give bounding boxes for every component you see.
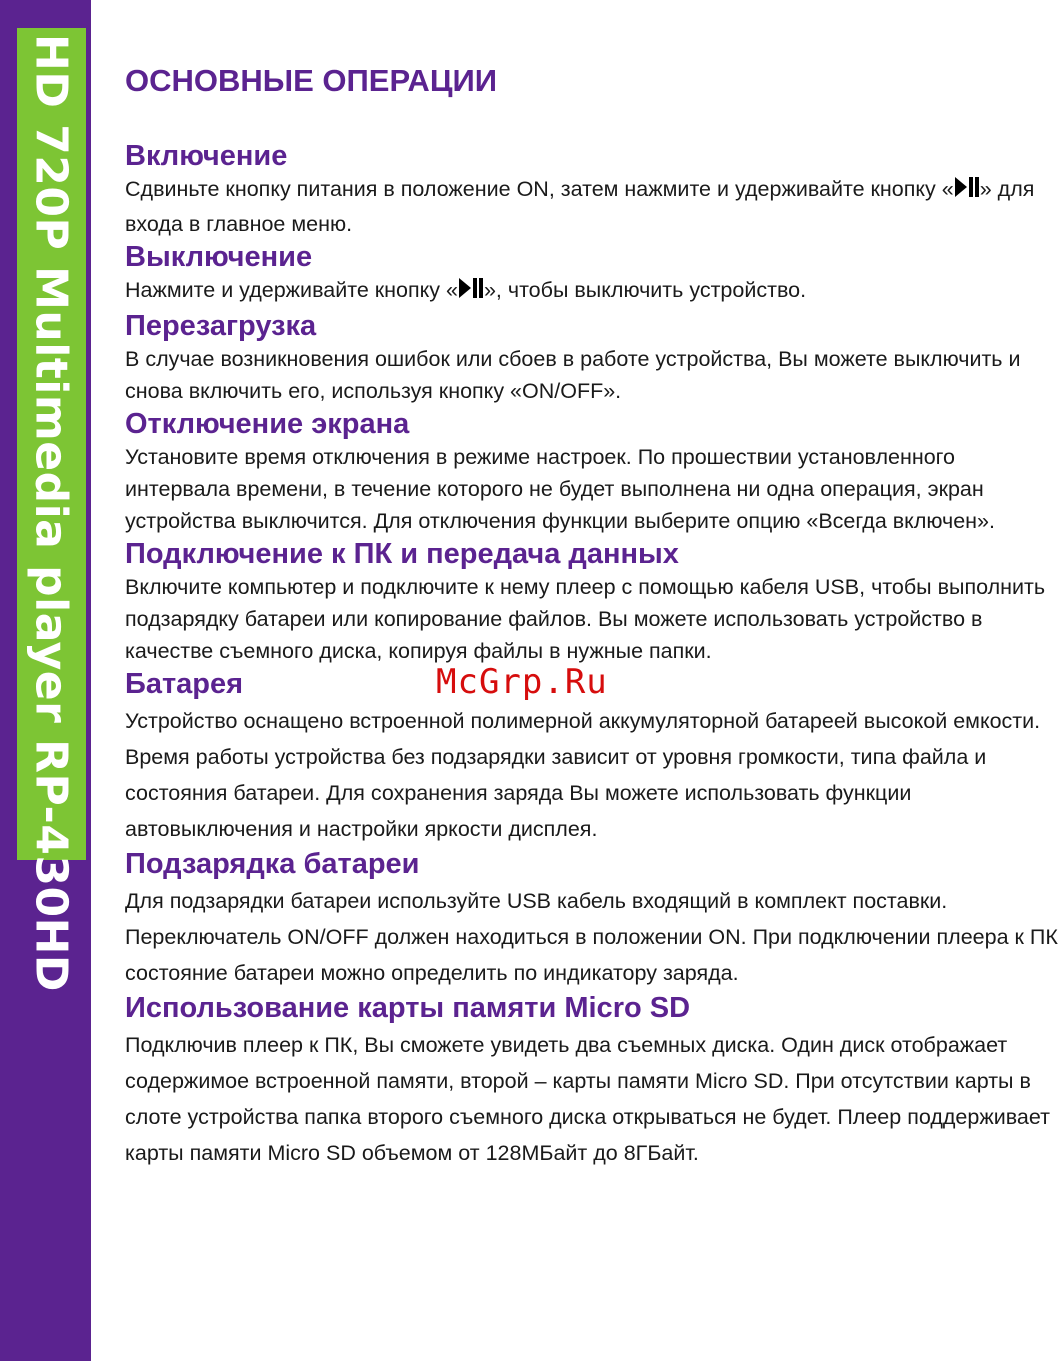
section-text: Для подзарядки батареи используйте USB кабель входящий в комплект поставки. Переключатель ON/OFF должен находиться в положении ON. При подключении плеера к ПК состояние батареи можно определить по индикатору заряда. xyxy=(125,889,1058,985)
section-heading: Перезагрузка xyxy=(125,310,317,342)
section-power-on xyxy=(125,139,1061,240)
section-heading: Включение xyxy=(125,140,288,172)
vertical-product-title: HD 720P Multimedia player RP-430HD xyxy=(25,34,77,992)
page-title: ОСНОВНЫЕ ОПЕРАЦИИ xyxy=(125,63,498,98)
section-text: Установите время отключения в режиме настроек. По прошествии установленного интервала времени, в течение которого не будет выполнена ни одна операция, экран устройства выключится. Для отключения функции выберите опцию «Всегда включен». xyxy=(125,445,995,533)
section-heading: Батарея xyxy=(125,668,244,700)
section-text: Устройство оснащено встроенной полимерной аккумуляторной батареей высокой емкости. Время работы устройства без подзарядки зависит от уровня громкости, типа файла и состояния батареи. Для сохранения заряда Вы можете использовать функции автовыключения и настройки яркости дисплея. xyxy=(125,709,1041,841)
section-heading: Подключение к ПК и передача данных xyxy=(125,538,679,570)
section-text: В случае возникновения ошибок или сбоев в работе устройства, Вы можете выключить и снова включить его, используя кнопку «ON/OFF». xyxy=(125,347,1021,403)
section-reboot xyxy=(125,309,1061,407)
section-microsd xyxy=(125,991,1061,1171)
section-pc-connection xyxy=(125,537,1061,667)
section-power-off xyxy=(125,240,1061,309)
play-pause-icon xyxy=(458,276,484,309)
section-text: Сдвиньте кнопку питания в положение ON, затем нажмите и удерживайте кнопку « » для входа в главное меню. xyxy=(125,177,1035,236)
section-text: Включите компьютер и подключите к нему плеер с помощью кабеля USB, чтобы выполнить подзарядку батареи или копирование файлов. Вы можете использовать устройство в качестве съемного диска, копируя файлы в нужные папки. xyxy=(125,575,1046,663)
section-screen-off xyxy=(125,407,1061,537)
section-text: Нажмите и удерживайте кнопку « », чтобы выключить устройство. xyxy=(125,274,1061,309)
section-heading: Использование карты памяти Micro SD xyxy=(125,992,691,1024)
play-pause-icon xyxy=(954,175,980,208)
section-battery-charging xyxy=(125,847,1061,991)
watermark: McGrp.Ru xyxy=(436,662,608,702)
section-heading: Подзарядка батареи xyxy=(125,848,420,880)
sidebar xyxy=(0,0,91,1361)
main-content xyxy=(125,60,1061,1171)
section-heading: Выключение xyxy=(125,241,313,273)
section-heading: Отключение экрана xyxy=(125,408,410,440)
section-text: Подключив плеер к ПК, Вы сможете увидеть два съемных диска. Один диск отображает содержимое встроенной памяти, второй – карты памяти Micro SD. При отсутствии карты в слоте устройства папка второго съемного диска открываться не будет. Плеер поддерживает карты памяти Micro SD объемом от 128МБайт до 8ГБайт. xyxy=(125,1033,1050,1165)
